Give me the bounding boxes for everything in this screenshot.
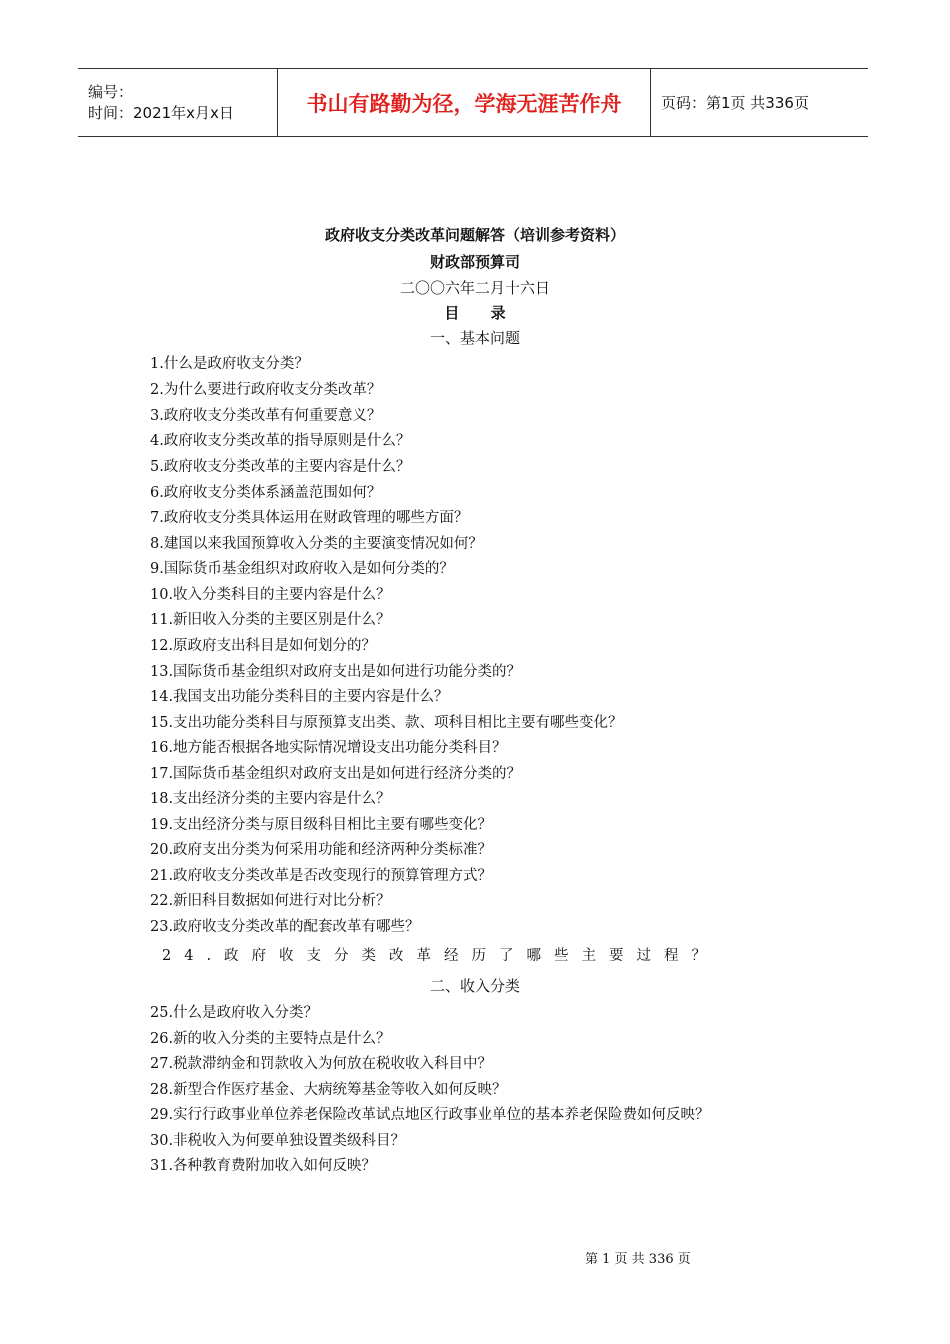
toc-item: 22.新旧科目数据如何进行对比分析？ bbox=[150, 893, 391, 909]
toc-item: 13.国际货币基金组织对政府支出是如何进行功能分类的？ bbox=[150, 664, 522, 680]
toc-item: 25.什么是政府收入分类？ bbox=[150, 1005, 319, 1021]
toc-item: 15.支出功能分类科目与原预算支出类、款、项科目相比主要有哪些变化？ bbox=[150, 715, 623, 731]
toc-item: 2.为什么要进行政府收支分类改革？ bbox=[150, 382, 382, 398]
doc-title: 政府收支分类改革问题解答（培训参考资料） bbox=[324, 226, 625, 244]
toc-item: 9.国际货币基金组织对政府收入是如何分类的？ bbox=[150, 561, 454, 577]
section-revenue-classification: 二、收入分类 bbox=[429, 977, 520, 995]
header-motto bbox=[278, 69, 651, 136]
toc-heading: 目 录 bbox=[444, 304, 506, 322]
toc-item: 24.政府收支分类改革经历了哪些主要过程？ bbox=[162, 948, 720, 964]
toc-item: 8.建国以来我国预算收入分类的主要演变情况如何？ bbox=[150, 536, 483, 552]
page-footer: 第 1 页 共 336 页 bbox=[585, 1252, 691, 1267]
toc-item: 27.税款滞纳金和罚款收入为何放在税收收入科目中？ bbox=[150, 1056, 493, 1072]
toc-item: 18.支出经济分类的主要内容是什么？ bbox=[150, 791, 391, 807]
toc-item: 6.政府收支分类体系涵盖范围如何？ bbox=[150, 485, 382, 501]
doc-date: 二〇〇六年二月十六日 bbox=[399, 279, 550, 297]
toc-item: 31.各种教育费附加收入如何反映？ bbox=[150, 1158, 377, 1174]
toc-item: 12.原政府支出科目是如何划分的？ bbox=[150, 638, 377, 654]
toc-item: 11.新旧收入分类的主要区别是什么？ bbox=[150, 612, 391, 628]
toc-item: 10.收入分类科目的主要内容是什么？ bbox=[150, 587, 391, 603]
toc-item: 20.政府支出分类为何采用功能和经济两种分类标准？ bbox=[150, 842, 493, 858]
page-info-text: 页码：第1页 共336页 bbox=[661, 94, 809, 112]
toc-item: 16.地方能否根据各地实际情况增设支出功能分类科目？ bbox=[150, 740, 507, 756]
toc-item: 19.支出经济分类与原目级科目相比主要有哪些变化？ bbox=[150, 817, 493, 833]
document-header bbox=[78, 68, 868, 137]
motto-text: 书山有路勤为径，学海无涯苦作舟 bbox=[306, 91, 622, 116]
toc-item: 3.政府收支分类改革有何重要意义？ bbox=[150, 408, 382, 424]
toc-item: 1.什么是政府收支分类？ bbox=[150, 356, 309, 372]
time-label: 时间：2021年x月x日 bbox=[88, 103, 234, 122]
toc-item: 17.国际货币基金组织对政府支出是如何进行经济分类的？ bbox=[150, 766, 522, 782]
header-meta bbox=[78, 69, 278, 136]
toc-item: 23.政府收支分类改革的配套改革有哪些？ bbox=[150, 919, 420, 935]
toc-item: 14.我国支出功能分类科目的主要内容是什么？ bbox=[150, 689, 449, 705]
doc-issuer: 财政部预算司 bbox=[429, 253, 520, 271]
toc-item: 28.新型合作医疗基金、大病统筹基金等收入如何反映？ bbox=[150, 1082, 507, 1098]
toc-item: 30.非税收入为何要单独设置类级科目？ bbox=[150, 1133, 406, 1149]
section-basic-questions: 一、基本问题 bbox=[429, 329, 520, 347]
toc-item: 26.新的收入分类的主要特点是什么？ bbox=[150, 1031, 391, 1047]
toc-item: 7.政府收支分类具体运用在财政管理的哪些方面？ bbox=[150, 510, 469, 526]
toc-item: 4.政府收支分类改革的指导原则是什么？ bbox=[150, 433, 411, 449]
header-page-info bbox=[651, 69, 868, 136]
number-label: 编号： bbox=[88, 82, 134, 101]
toc-item: 29.实行行政事业单位养老保险改革试点地区行政事业单位的基本养老保险费如何反映？ bbox=[150, 1107, 710, 1123]
toc-item: 5.政府收支分类改革的主要内容是什么？ bbox=[150, 459, 411, 475]
toc-item: 21.政府收支分类改革是否改变现行的预算管理方式？ bbox=[150, 868, 493, 884]
